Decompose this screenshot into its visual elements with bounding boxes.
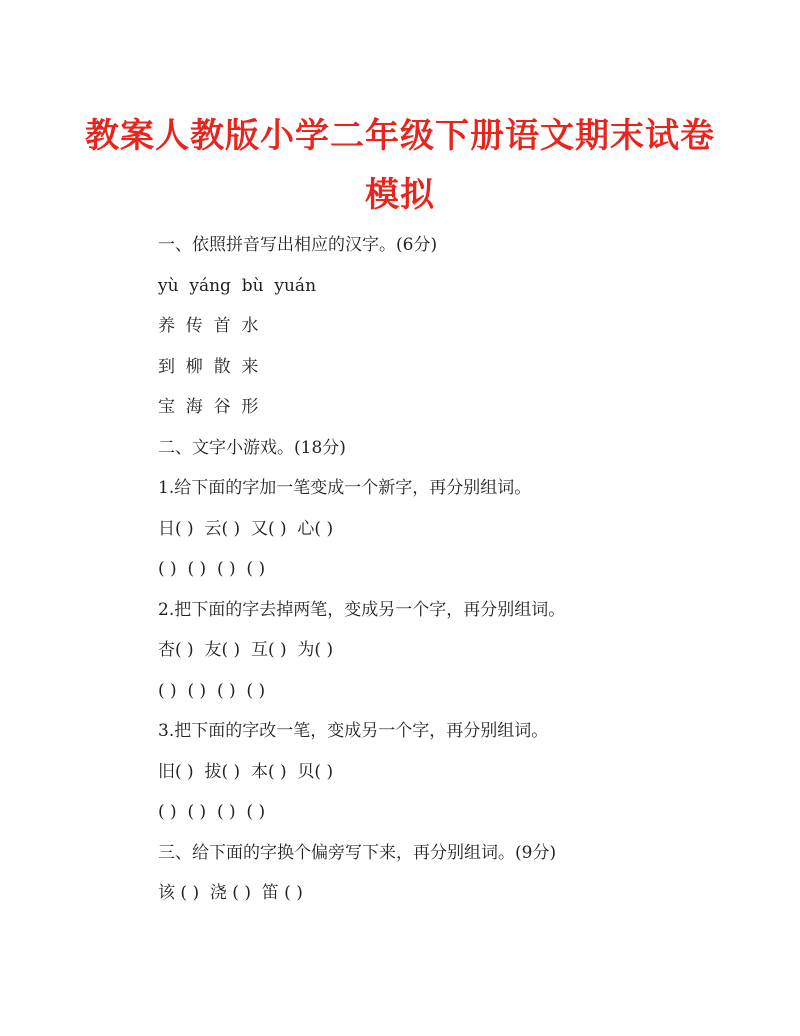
question-2-answer-blanks: ( ) ( ) ( ) ( ) [158,681,266,701]
question-2-characters: 杏( ) 友( ) 互( ) 为( ) [158,640,334,660]
section-3-characters: 该 ( ) 浇 ( ) 笛 ( ) [158,883,303,903]
question-3-instruction: 3.把下面的字改一笔，变成另一个字，再分别组词。 [158,721,549,741]
section-3-heading: 三、给下面的字换个偏旁写下来，再分别组词。(9分) [158,843,557,863]
document-title-continued: 模拟 [365,175,435,215]
document-title: 教案人教版小学二年级下册语文期末试卷 [85,116,715,156]
pinyin-line: yù yáng bù yuán [158,276,317,296]
question-3-characters: 旧( ) 拔( ) 本( ) 贝( ) [158,762,334,782]
question-1-characters: 日( ) 云( ) 又( ) 心( ) [158,519,334,539]
question-1-instruction: 1.给下面的字加一笔变成一个新字，再分别组词。 [158,478,532,498]
question-1-answer-blanks: ( ) ( ) ( ) ( ) [158,559,266,579]
character-row-3: 宝 海 谷 形 [158,397,259,417]
character-row-2: 到 柳 散 来 [158,357,259,377]
section-2-heading: 二、文字小游戏。(18分) [158,438,346,458]
character-row-1: 养 传 首 水 [158,316,259,336]
section-1-heading: 一、依照拼音写出相应的汉字。(6分) [158,235,438,255]
question-3-answer-blanks: ( ) ( ) ( ) ( ) [158,802,266,822]
question-2-instruction: 2.把下面的字去掉两笔，变成另一个字，再分别组词。 [158,600,566,620]
